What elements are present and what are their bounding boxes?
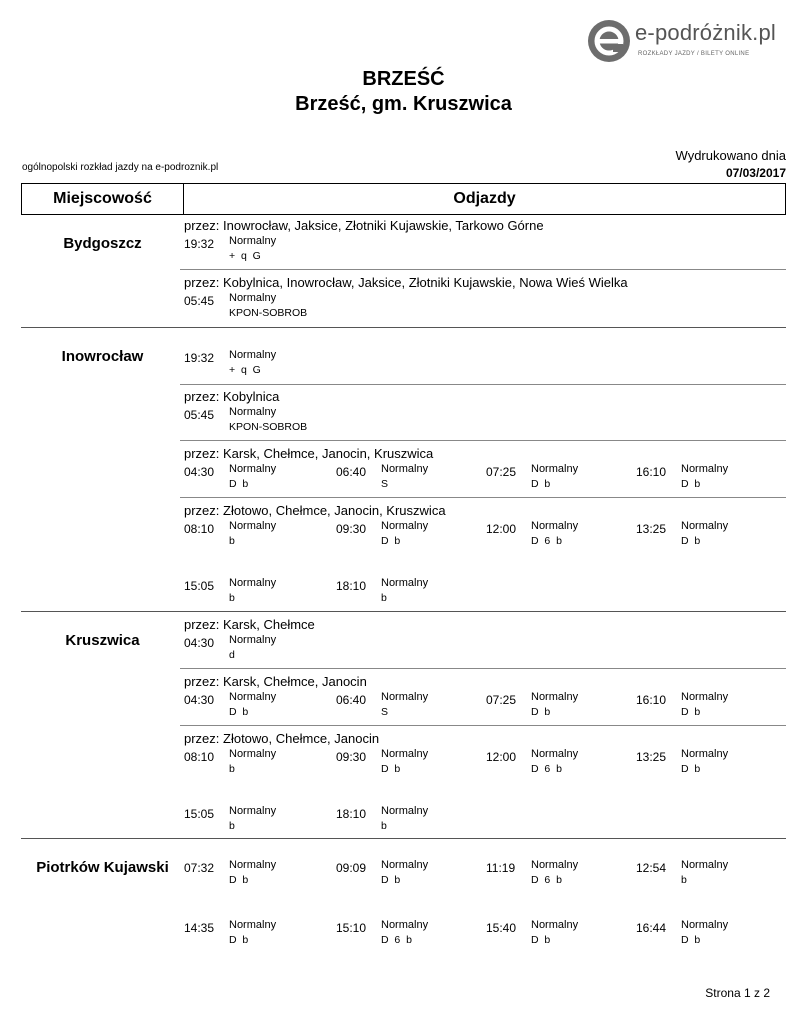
departure-time: 12:54 [636, 861, 667, 875]
departure-entry [482, 859, 632, 891]
departure-notes: b [229, 763, 235, 775]
departure-notes: d [229, 649, 235, 661]
departure-entry [180, 463, 330, 495]
departure-entry [332, 691, 482, 723]
city-name: Piotrków Kujawski [36, 859, 169, 876]
departure-entry [632, 748, 782, 780]
route-group [180, 218, 786, 270]
departure-entry [332, 919, 482, 951]
departure-time: 09:30 [336, 522, 367, 536]
departure-entry [632, 859, 782, 891]
departure-notes: + q G [229, 364, 261, 376]
departure-notes: b [229, 820, 235, 832]
departure-time: 13:25 [636, 750, 667, 764]
departure-notes: D b [681, 478, 701, 490]
ticket-type: Normalny [229, 235, 277, 247]
departure-entry [180, 406, 330, 438]
city-name: Inowrocław [61, 348, 144, 365]
departure-entry [180, 748, 330, 780]
departure-time: 06:40 [336, 465, 367, 479]
departure-time: 16:44 [636, 921, 667, 935]
ticket-type: Normalny [381, 691, 429, 703]
ticket-type: Normalny [381, 859, 429, 871]
departure-entry [632, 691, 782, 723]
page-number: Strona 1 z 2 [705, 986, 770, 1000]
ticket-type: Normalny [229, 520, 277, 532]
departure-notes: D 6 b [531, 763, 562, 775]
departure-time: 07:25 [486, 465, 517, 479]
departure-notes: D b [681, 763, 701, 775]
departure-notes: b [229, 592, 235, 604]
ticket-type: Normalny [681, 691, 729, 703]
e-podroznik-logo [587, 18, 792, 64]
departure-notes: b [681, 874, 687, 886]
departure-notes: D b [229, 934, 249, 946]
route-group [180, 389, 786, 441]
departure-time: 07:32 [184, 861, 215, 875]
ticket-type: Normalny [229, 634, 277, 646]
departure-entry [482, 691, 632, 723]
route-group [180, 859, 786, 959]
ticket-type: Normalny [531, 748, 579, 760]
departure-time: 12:00 [486, 750, 517, 764]
ticket-type: Normalny [229, 748, 277, 760]
departure-time: 19:32 [184, 351, 215, 365]
departure-entry [180, 235, 330, 267]
route-via: przez: Karsk, Chełmce, Janocin, Kruszwica [184, 446, 434, 461]
departure-entry [180, 919, 330, 951]
column-header-departures: Odjazdy [453, 190, 516, 207]
ticket-type: Normalny [229, 463, 277, 475]
stop-title: BRZEŚĆ [362, 68, 445, 90]
departure-time: 14:35 [184, 921, 215, 935]
printed-label: Wydrukowano dnia [675, 148, 786, 163]
departure-entry [180, 577, 330, 609]
departure-notes: + q G [229, 250, 261, 262]
ticket-type: Normalny [229, 406, 277, 418]
ticket-type: Normalny [531, 859, 579, 871]
departure-time: 05:45 [184, 408, 215, 422]
departure-time: 15:05 [184, 579, 215, 593]
departure-entry [180, 691, 330, 723]
departure-time: 18:10 [336, 579, 367, 593]
departure-entry [482, 520, 632, 552]
departure-entry [332, 577, 482, 609]
logo-subtitle: ROZKŁADY JAZDY / BILETY ONLINE [638, 51, 750, 57]
departure-notes: b [381, 592, 387, 604]
printed-date: 07/03/2017 [725, 166, 786, 180]
route-group [180, 275, 786, 327]
ticket-type: Normalny [229, 805, 277, 817]
logo-text: e-podróżnik.pl [635, 20, 776, 45]
e-logo-icon [587, 19, 631, 63]
departure-entry [332, 748, 482, 780]
departure-entry [332, 805, 482, 837]
ticket-type: Normalny [531, 520, 579, 532]
ticket-type: Normalny [229, 859, 277, 871]
ticket-type: Normalny [229, 691, 277, 703]
departure-entry [180, 859, 330, 891]
table-header [21, 183, 786, 215]
departure-notes: D 6 b [381, 934, 412, 946]
departure-notes: b [381, 820, 387, 832]
departure-notes: D b [381, 535, 401, 547]
departure-time: 04:30 [184, 465, 215, 479]
departure-notes: D b [531, 934, 551, 946]
departure-notes: D b [681, 934, 701, 946]
departure-notes: KPON-SOBROB [229, 421, 308, 433]
ticket-type: Normalny [531, 691, 579, 703]
route-via: przez: Złotowo, Chełmce, Janocin [184, 731, 380, 746]
departure-notes: D 6 b [531, 535, 562, 547]
route-group [180, 674, 786, 726]
route-via: przez: Kobylnica [184, 389, 280, 404]
departure-entry [180, 634, 330, 666]
ticket-type: Normalny [381, 463, 429, 475]
departure-time: 08:10 [184, 522, 215, 536]
departure-notes: S [381, 478, 389, 490]
ticket-type: Normalny [681, 463, 729, 475]
departure-entry [180, 520, 330, 552]
route-group [180, 349, 786, 385]
route-via: przez: Złotowo, Chełmce, Janocin, Kruszwica [184, 503, 446, 518]
ticket-type: Normalny [681, 520, 729, 532]
departure-entry [180, 349, 330, 381]
departure-time: 05:45 [184, 294, 215, 308]
departure-time: 18:10 [336, 807, 367, 821]
city-name: Kruszwica [65, 632, 140, 649]
departure-time: 09:09 [336, 861, 367, 875]
departure-entry [332, 463, 482, 495]
ticket-type: Normalny [381, 805, 429, 817]
departure-notes: D b [681, 535, 701, 547]
departure-entry [482, 748, 632, 780]
ticket-type: Normalny [229, 577, 277, 589]
departure-notes: D b [229, 874, 249, 886]
ticket-type: Normalny [381, 748, 429, 760]
ticket-type: Normalny [381, 520, 429, 532]
departure-notes: D b [381, 874, 401, 886]
route-group [180, 617, 786, 669]
departure-time: 15:10 [336, 921, 367, 935]
ticket-type: Normalny [681, 748, 729, 760]
ticket-type: Normalny [229, 292, 277, 304]
departure-time: 15:05 [184, 807, 215, 821]
departure-time: 16:10 [636, 693, 667, 707]
source-note: ogólnopolski rozkład jazdy na e-podroznik.pl [22, 162, 219, 173]
city-name: Bydgoszcz [63, 235, 142, 252]
ticket-type: Normalny [681, 859, 729, 871]
ticket-type: Normalny [381, 577, 429, 589]
departure-entry [482, 463, 632, 495]
departure-notes: D b [381, 763, 401, 775]
departure-entry [180, 292, 330, 324]
departure-entry [180, 805, 330, 837]
route-via: przez: Karsk, Chełmce [184, 617, 315, 632]
departure-notes: b [229, 535, 235, 547]
route-group [180, 731, 786, 839]
departure-notes: S [381, 706, 389, 718]
departure-time: 12:00 [486, 522, 517, 536]
route-group [180, 446, 786, 498]
departure-time: 07:25 [486, 693, 517, 707]
ticket-type: Normalny [531, 919, 579, 931]
departure-time: 19:32 [184, 237, 215, 251]
departure-entry [632, 463, 782, 495]
departure-time: 15:40 [486, 921, 517, 935]
departure-time: 08:10 [184, 750, 215, 764]
departure-time: 16:10 [636, 465, 667, 479]
departure-entry [482, 919, 632, 951]
departure-time: 09:30 [336, 750, 367, 764]
departure-notes: D b [681, 706, 701, 718]
departure-notes: D b [531, 706, 551, 718]
departure-time: 13:25 [636, 522, 667, 536]
departure-entry [332, 859, 482, 891]
departure-entry [332, 520, 482, 552]
departure-time: 04:30 [184, 636, 215, 650]
column-header-city: Miejscowość [53, 190, 152, 207]
route-group [180, 503, 786, 611]
ticket-type: Normalny [229, 919, 277, 931]
route-via: przez: Inowrocław, Jaksice, Złotniki Kujawskie, Tarkowo Górne [184, 218, 544, 233]
ticket-type: Normalny [531, 463, 579, 475]
departure-entry [632, 520, 782, 552]
departure-notes: KPON-SOBROB [229, 307, 308, 319]
ticket-type: Normalny [381, 919, 429, 931]
departure-notes: D 6 b [531, 874, 562, 886]
departure-time: 04:30 [184, 693, 215, 707]
ticket-type: Normalny [229, 349, 277, 361]
departure-notes: D b [229, 706, 249, 718]
departure-notes: D b [531, 478, 551, 490]
departure-entry [632, 919, 782, 951]
departure-time: 06:40 [336, 693, 367, 707]
route-via: przez: Kobylnica, Inowrocław, Jaksice, Złotniki Kujawskie, Nowa Wieś Wielka [184, 275, 628, 290]
departure-time: 11:19 [486, 861, 516, 875]
ticket-type: Normalny [681, 919, 729, 931]
stop-subtitle: Brześć, gm. Kruszwica [295, 93, 512, 115]
departure-notes: D b [229, 478, 249, 490]
route-via: przez: Karsk, Chełmce, Janocin [184, 674, 367, 689]
